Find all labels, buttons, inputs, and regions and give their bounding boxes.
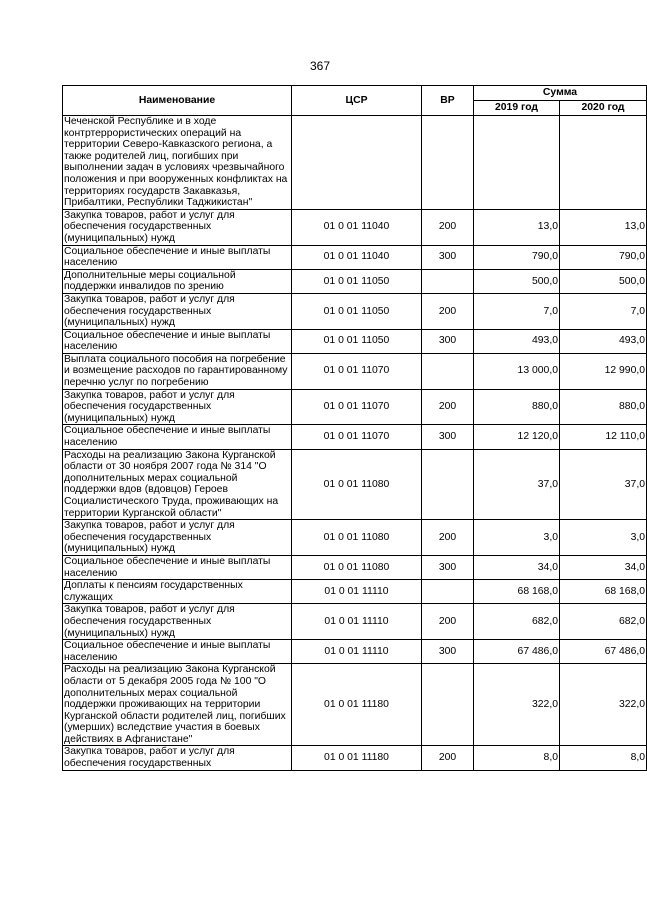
row-csr: 01 0 01 11180 bbox=[292, 746, 422, 770]
row-name: Закупка товаров, работ и услуг для обеспечения государственных (муниципальных) нужд bbox=[63, 293, 292, 329]
row-csr: 01 0 01 11110 bbox=[292, 640, 422, 664]
table-row bbox=[63, 640, 647, 664]
row-name: Доплаты к пенсиям государственных служащих bbox=[63, 580, 292, 604]
row-vr: 200 bbox=[422, 520, 474, 556]
table-row bbox=[63, 449, 647, 520]
row-name: Расходы на реализацию Закона Курганской области от 30 ноября 2007 года № 314 "О дополнительных мерах социальной поддержки вдов (вдовцов) Героев Социалистического Труда, проживающих на территории Курганской области" bbox=[63, 449, 292, 520]
row-csr bbox=[292, 116, 422, 210]
row-name: Закупка товаров, работ и услуг для обеспечения государственных (муниципальных) нужд bbox=[63, 520, 292, 556]
row-name: Социальное обеспечение и иные выплаты населению bbox=[63, 640, 292, 664]
row-value-2020: 790,0 bbox=[560, 245, 647, 269]
table-row bbox=[63, 269, 647, 293]
row-csr: 01 0 01 11040 bbox=[292, 209, 422, 245]
row-value-2020 bbox=[560, 116, 647, 210]
row-vr bbox=[422, 269, 474, 293]
table-row bbox=[63, 116, 647, 210]
row-csr: 01 0 01 11040 bbox=[292, 245, 422, 269]
row-name: Чеченской Республике и в ходе контртеррористических операций на территории Северо-Кавказского региона, а также родителей лиц, погибших при выполнении задач в условиях чрезвычайного положения и при вооруженных конфликтах на территориях государств Закавказья, Прибалтики, Республики Таджикистан" bbox=[63, 116, 292, 210]
table-header bbox=[63, 86, 647, 116]
table-row bbox=[63, 555, 647, 579]
row-value-2019: 13,0 bbox=[474, 209, 560, 245]
table-body bbox=[63, 116, 647, 771]
row-value-2019: 322,0 bbox=[474, 664, 560, 746]
table-row bbox=[63, 520, 647, 556]
table-row bbox=[63, 604, 647, 640]
row-value-2020: 8,0 bbox=[560, 746, 647, 770]
row-value-2019: 682,0 bbox=[474, 604, 560, 640]
row-name: Дополнительные меры социальной поддержки инвалидов по зрению bbox=[63, 269, 292, 293]
row-vr: 200 bbox=[422, 293, 474, 329]
table-row bbox=[63, 329, 647, 353]
row-csr: 01 0 01 11070 bbox=[292, 425, 422, 449]
row-name: Социальное обеспечение и иные выплаты населению bbox=[63, 555, 292, 579]
row-value-2019: 68 168,0 bbox=[474, 580, 560, 604]
row-value-2020: 500,0 bbox=[560, 269, 647, 293]
row-value-2020: 68 168,0 bbox=[560, 580, 647, 604]
row-name: Закупка товаров, работ и услуг для обеспечения государственных (муниципальных) нужд bbox=[63, 389, 292, 425]
table-row bbox=[63, 425, 647, 449]
header-2019: 2019 год bbox=[474, 101, 560, 116]
row-name: Выплата социального пособия на погребение и возмещение расходов по гарантированному перечню услуг по погребению bbox=[63, 353, 292, 389]
row-value-2019: 493,0 bbox=[474, 329, 560, 353]
row-value-2019: 3,0 bbox=[474, 520, 560, 556]
table-row bbox=[63, 580, 647, 604]
table-row bbox=[63, 664, 647, 746]
row-value-2019: 67 486,0 bbox=[474, 640, 560, 664]
row-csr: 01 0 01 11050 bbox=[292, 269, 422, 293]
page-number: 367 bbox=[309, 59, 331, 73]
header-csr: ЦСР bbox=[292, 86, 422, 116]
row-name: Расходы на реализацию Закона Курганской области от 5 декабря 2005 года № 100 "О дополнительных мерах социальной поддержки проживающих на территории Курганской области родителей лиц, погибших (умерших) вследствие участия в боевых действиях в Афганистане" bbox=[63, 664, 292, 746]
header-2020: 2020 год bbox=[560, 101, 647, 116]
row-csr: 01 0 01 11050 bbox=[292, 293, 422, 329]
row-value-2019: 7,0 bbox=[474, 293, 560, 329]
row-vr bbox=[422, 664, 474, 746]
row-vr: 300 bbox=[422, 555, 474, 579]
row-csr: 01 0 01 11070 bbox=[292, 389, 422, 425]
row-csr: 01 0 01 11050 bbox=[292, 329, 422, 353]
row-csr: 01 0 01 11110 bbox=[292, 580, 422, 604]
row-name: Закупка товаров, работ и услуг для обеспечения государственных (муниципальных) нужд bbox=[63, 604, 292, 640]
row-value-2019: 500,0 bbox=[474, 269, 560, 293]
row-name: Социальное обеспечение и иные выплаты населению bbox=[63, 245, 292, 269]
row-vr: 200 bbox=[422, 746, 474, 770]
row-csr: 01 0 01 11080 bbox=[292, 520, 422, 556]
row-value-2020: 7,0 bbox=[560, 293, 647, 329]
table-row bbox=[63, 209, 647, 245]
row-vr: 200 bbox=[422, 604, 474, 640]
row-vr: 200 bbox=[422, 209, 474, 245]
row-value-2020: 34,0 bbox=[560, 555, 647, 579]
row-name: Социальное обеспечение и иные выплаты населению bbox=[63, 329, 292, 353]
row-value-2019: 790,0 bbox=[474, 245, 560, 269]
row-name: Закупка товаров, работ и услуг для обеспечения государственных bbox=[63, 746, 292, 770]
table-row bbox=[63, 353, 647, 389]
row-vr: 300 bbox=[422, 425, 474, 449]
budget-table bbox=[62, 85, 647, 771]
header-vr: ВР bbox=[422, 86, 474, 116]
row-value-2020: 12 990,0 bbox=[560, 353, 647, 389]
row-value-2020: 37,0 bbox=[560, 449, 647, 520]
row-value-2019 bbox=[474, 116, 560, 210]
row-value-2020: 3,0 bbox=[560, 520, 647, 556]
row-name: Социальное обеспечение и иные выплаты населению bbox=[63, 425, 292, 449]
row-value-2019: 37,0 bbox=[474, 449, 560, 520]
row-vr bbox=[422, 449, 474, 520]
row-value-2020: 682,0 bbox=[560, 604, 647, 640]
header-name: Наименование bbox=[63, 86, 292, 116]
row-value-2020: 880,0 bbox=[560, 389, 647, 425]
table-row bbox=[63, 293, 647, 329]
row-value-2020: 13,0 bbox=[560, 209, 647, 245]
row-vr: 300 bbox=[422, 640, 474, 664]
row-csr: 01 0 01 11180 bbox=[292, 664, 422, 746]
row-value-2019: 34,0 bbox=[474, 555, 560, 579]
row-vr: 300 bbox=[422, 245, 474, 269]
row-value-2019: 13 000,0 bbox=[474, 353, 560, 389]
row-value-2019: 12 120,0 bbox=[474, 425, 560, 449]
row-vr bbox=[422, 116, 474, 210]
table-row bbox=[63, 245, 647, 269]
table-row bbox=[63, 746, 647, 770]
row-value-2020: 12 110,0 bbox=[560, 425, 647, 449]
row-vr: 300 bbox=[422, 329, 474, 353]
row-value-2020: 493,0 bbox=[560, 329, 647, 353]
row-value-2019: 880,0 bbox=[474, 389, 560, 425]
row-csr: 01 0 01 11080 bbox=[292, 555, 422, 579]
row-vr bbox=[422, 353, 474, 389]
row-value-2020: 67 486,0 bbox=[560, 640, 647, 664]
row-csr: 01 0 01 11070 bbox=[292, 353, 422, 389]
row-value-2019: 8,0 bbox=[474, 746, 560, 770]
row-value-2020: 322,0 bbox=[560, 664, 647, 746]
row-csr: 01 0 01 11110 bbox=[292, 604, 422, 640]
row-csr: 01 0 01 11080 bbox=[292, 449, 422, 520]
table-row bbox=[63, 389, 647, 425]
row-name: Закупка товаров, работ и услуг для обеспечения государственных (муниципальных) нужд bbox=[63, 209, 292, 245]
row-vr bbox=[422, 580, 474, 604]
row-vr: 200 bbox=[422, 389, 474, 425]
header-sum: Сумма bbox=[474, 86, 647, 101]
